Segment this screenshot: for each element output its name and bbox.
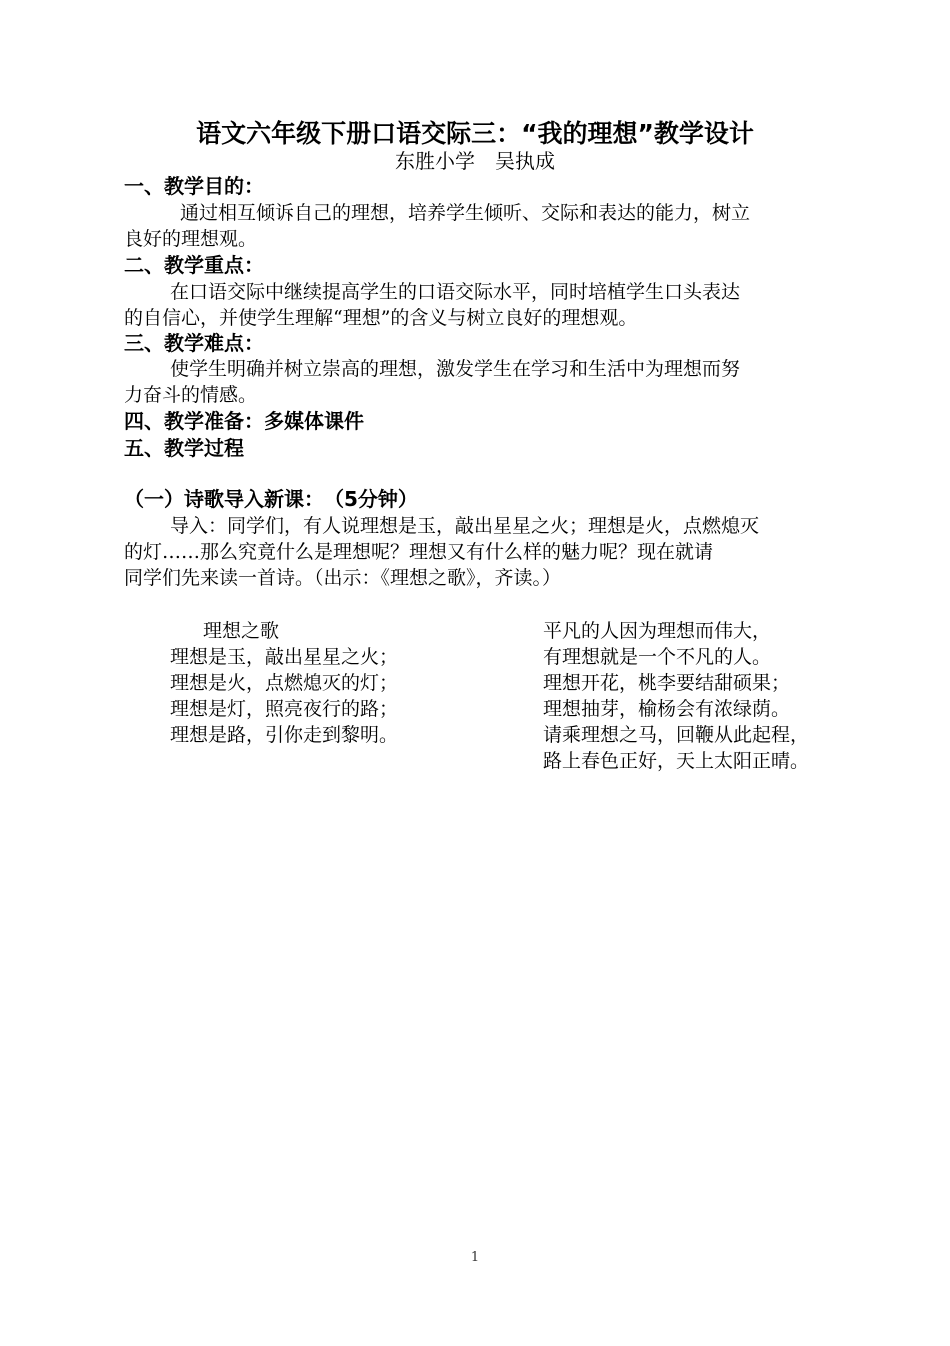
heading-difficulty: 三、教学难点： xyxy=(124,331,264,355)
poem-left-line: 理想是灯，照亮夜行的路； xyxy=(170,698,399,720)
poem-right-line: 请乘理想之马，回鞭从此起程， xyxy=(543,724,810,746)
poem-right-line: 理想开花，桃李要结甜硕果； xyxy=(543,672,791,694)
focus-text-line: 在口语交际中继续提高学生的口语交际水平，同时培植学生口头表达 xyxy=(170,281,741,303)
intro-text-line: 同学们先来读一首诗。（出示：《理想之歌》，齐读。） xyxy=(124,567,562,589)
heading-preparation: 四、教学准备：多媒体课件 xyxy=(124,409,364,433)
page-number: 1 xyxy=(470,1250,480,1265)
heading-step-one: （一）诗歌导入新课： （5分钟） xyxy=(124,487,418,511)
intro-text-line: 导入：同学们，有人说理想是玉，敲出星星之火；理想是火，点燃熄灭 xyxy=(170,515,760,537)
difficulty-text-line: 力奋斗的情感。 xyxy=(124,384,258,406)
document-title: 语文六年级下册口语交际三：“我的理想”教学设计 xyxy=(196,119,754,148)
poem-left-line: 理想是玉，敲出星星之火； xyxy=(170,646,399,668)
intro-text-line: 的灯……那么究竟什么是理想呢？理想又有什么样的魅力呢？现在就请 xyxy=(124,541,714,563)
author-line: 东胜小学 吴执成 xyxy=(395,149,555,173)
goal-text-line: 通过相互倾诉自己的理想，培养学生倾听、交际和表达的能力，树立 xyxy=(180,202,751,224)
poem-left-line: 理想是路，引你走到黎明。 xyxy=(170,724,399,746)
poem-right-line: 平凡的人因为理想而伟大， xyxy=(543,620,772,642)
poem-left-line: 理想是火，点燃熄灭的灯； xyxy=(170,672,399,694)
poem-right-line: 路上春色正好，天上太阳正晴。 xyxy=(543,750,810,772)
focus-text-line: 的自信心，并使学生理解“理想”的含义与树立良好的理想观。 xyxy=(124,307,638,329)
goal-text-line: 良好的理想观。 xyxy=(124,228,258,250)
heading-focus: 二、教学重点： xyxy=(124,253,264,277)
poem-title: 理想之歌 xyxy=(203,620,280,642)
poem-right-line: 理想抽芽，榆杨会有浓绿荫。 xyxy=(543,698,791,720)
difficulty-text-line: 使学生明确并树立崇高的理想，激发学生在学习和生活中为理想而努 xyxy=(170,358,741,380)
poem-right-line: 有理想就是一个不凡的人。 xyxy=(543,646,772,668)
heading-process: 五、教学过程 xyxy=(124,436,244,460)
heading-goal: 一、教学目的： xyxy=(124,174,264,198)
